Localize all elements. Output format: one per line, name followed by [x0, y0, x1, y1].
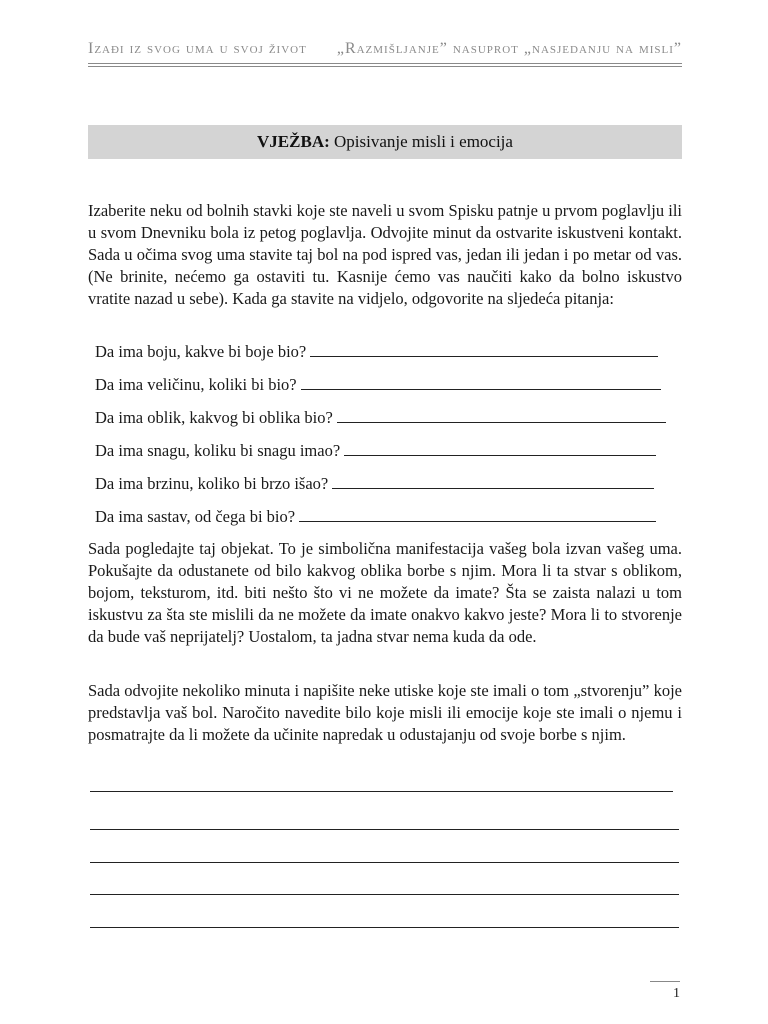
- question-text: Da ima snagu, koliku bi snagu imao?: [95, 441, 341, 460]
- answer-line[interactable]: [90, 829, 679, 830]
- question-item: [95, 341, 658, 363]
- exercise-title: Opisivanje misli i emocija: [334, 132, 513, 151]
- page-number: 1: [673, 986, 680, 1001]
- running-header: [88, 40, 682, 58]
- question-text: Da ima brzinu, koliko bi brzo išao?: [95, 474, 329, 493]
- closing-paragraph: Sada odvojite nekoliko minuta i napišite neke utiske koje ste imali o tom „stvorenju” koje predstavlja vaš bol. Naročito navedite bilo koje misli ili emocije koje ste imali o njemu i posmatrajte da li možete da učinite napredak u odustajanju od svoje borbe s njim.: [88, 681, 682, 744]
- question-text: Da ima sastav, od čega bi bio?: [95, 507, 296, 526]
- question-item: [95, 407, 666, 429]
- answer-blank[interactable]: [337, 408, 666, 423]
- intro-paragraph: Izaberite neku od bolnih stavki koje ste naveli u svom Spisku patnje u prvom poglavlju ili u svom Dnevniku bola iz petog poglavlja. Odvojite minut da ostvarite iskustveni kontakt. Sada u očima svog uma stavite taj bol na pod ispred vas, jedan ili jedan i po metar od vas. (Ne brinite, nećemo ga ostaviti tu. Kasnije ćemo vas naučiti kako da bolno iskustvo vratite nazad u sebe). Kada ga stavite na vidjelo, odgovorite na sljedeća pitanja:: [88, 201, 682, 308]
- header-chapter-title: „Razmišljanje” nasuprot „nasjedanju na misli”: [336, 40, 682, 57]
- answer-line[interactable]: [90, 791, 673, 792]
- question-item: [95, 473, 654, 495]
- page-number-rule: [650, 981, 680, 982]
- answer-blank[interactable]: [332, 474, 654, 489]
- question-text: Da ima boju, kakve bi boje bio?: [95, 342, 307, 361]
- question-item: [95, 440, 656, 462]
- body-paragraph: Sada pogledajte taj objekat. To je simbolična manifestacija vašeg bola izvan vašeg uma. Pokušajte da odustanete od bilo kakvog oblika borbe s njim. Mora li ta stvar s oblikom, bojom, teksturom, itd. biti nešto što vi ne možete da imate? Šta se zaista nalazi u tom iskustvu za šta ste mislili da ne možete da imate onakvo kakvo jeste? Mora li to stvorenje da bude vaš neprijatelj? Uostalom, ta jadna stvar nema kuda da ode.: [88, 539, 682, 646]
- question-item: [95, 374, 661, 396]
- answer-blank[interactable]: [301, 375, 661, 390]
- answer-blank[interactable]: [310, 342, 658, 357]
- header-rule: [88, 63, 682, 64]
- question-text: Da ima veličinu, koliki bi bio?: [95, 375, 297, 394]
- answer-blank[interactable]: [299, 507, 656, 522]
- answer-line[interactable]: [90, 862, 679, 863]
- answer-blank[interactable]: [344, 441, 656, 456]
- header-rule: [88, 66, 682, 67]
- question-item: [95, 506, 656, 528]
- question-text: Da ima oblik, kakvog bi oblika bio?: [95, 408, 333, 427]
- exercise-label: VJEŽBA:: [257, 132, 330, 151]
- header-book-title: Izađi iz svog uma u svoj život: [88, 40, 307, 57]
- answer-line[interactable]: [90, 927, 679, 928]
- exercise-title-box: [88, 125, 682, 159]
- answer-line[interactable]: [90, 894, 679, 895]
